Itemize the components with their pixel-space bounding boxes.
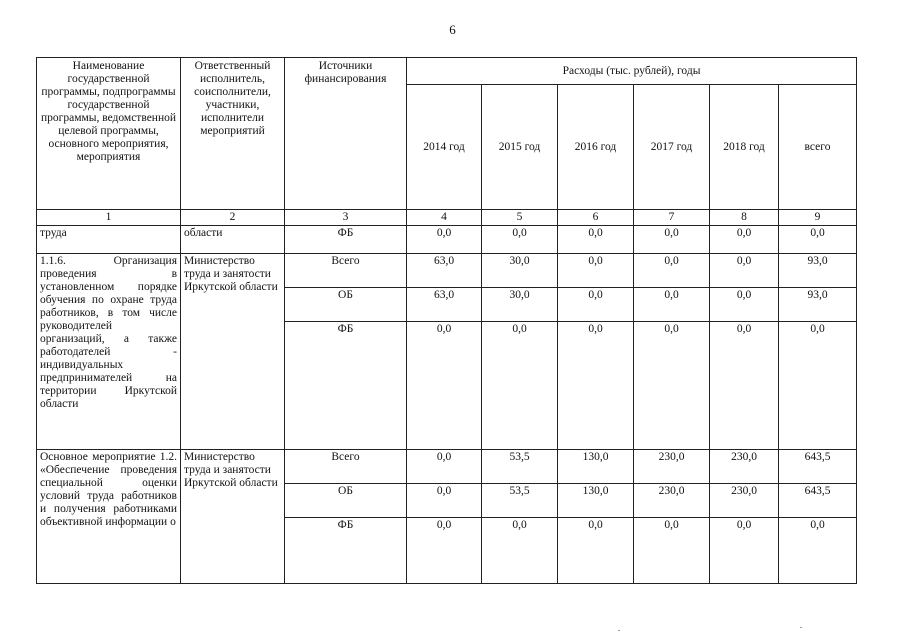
value-cell: 0,0 <box>407 226 482 254</box>
value-cell: 0,0 <box>710 226 779 254</box>
value-cell: 130,0 <box>558 484 634 518</box>
header-program-name: Наименование государственной программы, подпрограммы государственной программы, ведомственной целевой программы, основного мероприятия, мероприятия <box>37 58 181 210</box>
value-cell: 0,0 <box>407 484 482 518</box>
value-cell: 230,0 <box>634 484 710 518</box>
value-cell: 643,5 <box>779 484 857 518</box>
value-cell: 0,0 <box>634 518 710 584</box>
value-cell: 0,0 <box>634 322 710 450</box>
value-cell: 230,0 <box>710 484 779 518</box>
column-index: 3 <box>285 210 407 226</box>
table-header <box>37 58 857 226</box>
source-cell: ФБ <box>285 226 407 254</box>
value-cell: 0,0 <box>710 518 779 584</box>
table-body <box>37 226 857 584</box>
header-year-2017: 2017 год <box>634 85 710 210</box>
executor-cell: Министерство труда и занятости Иркутской области <box>181 450 285 584</box>
value-cell: 0,0 <box>634 226 710 254</box>
header-year-2015: 2015 год <box>482 85 558 210</box>
column-index: 7 <box>634 210 710 226</box>
value-cell: 643,5 <box>779 450 857 484</box>
value-cell: 0,0 <box>407 322 482 450</box>
budget-table <box>36 57 857 584</box>
value-cell: 0,0 <box>558 288 634 322</box>
column-index: 1 <box>37 210 181 226</box>
source-cell: ОБ <box>285 288 407 322</box>
source-cell: ФБ <box>285 518 407 584</box>
value-cell: 53,5 <box>482 450 558 484</box>
value-cell: 0,0 <box>779 322 857 450</box>
value-cell: 0,0 <box>482 518 558 584</box>
value-cell: 0,0 <box>407 450 482 484</box>
value-cell: 0,0 <box>558 322 634 450</box>
value-cell: 53,5 <box>482 484 558 518</box>
value-cell: 93,0 <box>779 288 857 322</box>
table-row <box>37 450 857 484</box>
column-index: 2 <box>181 210 285 226</box>
value-cell: 0,0 <box>710 254 779 288</box>
header-executor: Ответственный исполнитель, соисполнители, участники, исполнители мероприятий <box>181 58 285 210</box>
value-cell: 0,0 <box>407 518 482 584</box>
scan-speck <box>618 630 620 631</box>
value-cell: 0,0 <box>634 288 710 322</box>
program-name-cell: 1.1.6. Организация проведения в установленном порядке обучения по охране труда работников, в том числе руководителей организаций, а также работодателей - индивидуальных предпринимателей на территории Иркутской области <box>37 254 181 450</box>
header-sources: Источники финансирования <box>285 58 407 210</box>
executor-cell: Министерство труда и занятости Иркутской области <box>181 254 285 450</box>
page-number: 6 <box>449 22 456 37</box>
header-total: всего <box>779 85 857 210</box>
column-index: 5 <box>482 210 558 226</box>
value-cell: 63,0 <box>407 254 482 288</box>
source-cell: ОБ <box>285 484 407 518</box>
value-cell: 30,0 <box>482 288 558 322</box>
source-cell: Всего <box>285 254 407 288</box>
value-cell: 0,0 <box>558 518 634 584</box>
value-cell: 130,0 <box>558 450 634 484</box>
source-cell: Всего <box>285 450 407 484</box>
value-cell: 63,0 <box>407 288 482 322</box>
value-cell: 30,0 <box>482 254 558 288</box>
table-row <box>37 226 857 254</box>
program-name-cell: Основное мероприятие 1.2. «Обеспечение проведения специальной оценки условий труда работников и получения работниками объективной информации о <box>37 450 181 584</box>
column-index: 8 <box>710 210 779 226</box>
source-cell: ФБ <box>285 322 407 450</box>
value-cell: 230,0 <box>710 450 779 484</box>
budget-table-container <box>36 57 857 584</box>
value-cell: 0,0 <box>558 254 634 288</box>
header-expenses: Расходы (тыс. рублей), годы <box>407 58 857 85</box>
value-cell: 0,0 <box>558 226 634 254</box>
table-row <box>37 254 857 288</box>
column-index: 4 <box>407 210 482 226</box>
column-index: 9 <box>779 210 857 226</box>
value-cell: 0,0 <box>482 226 558 254</box>
executor-cell: области <box>181 226 285 254</box>
header-year-2016: 2016 год <box>558 85 634 210</box>
header-year-2014: 2014 год <box>407 85 482 210</box>
column-index-row <box>37 210 857 226</box>
value-cell: 0,0 <box>634 254 710 288</box>
header-year-2018: 2018 год <box>710 85 779 210</box>
value-cell: 0,0 <box>779 226 857 254</box>
value-cell: 0,0 <box>482 322 558 450</box>
value-cell: 230,0 <box>634 450 710 484</box>
value-cell: 0,0 <box>710 322 779 450</box>
program-name-cell: труда <box>37 226 181 254</box>
value-cell: 0,0 <box>710 288 779 322</box>
column-index: 6 <box>558 210 634 226</box>
value-cell: 0,0 <box>779 518 857 584</box>
scan-speck <box>800 627 802 628</box>
value-cell: 93,0 <box>779 254 857 288</box>
